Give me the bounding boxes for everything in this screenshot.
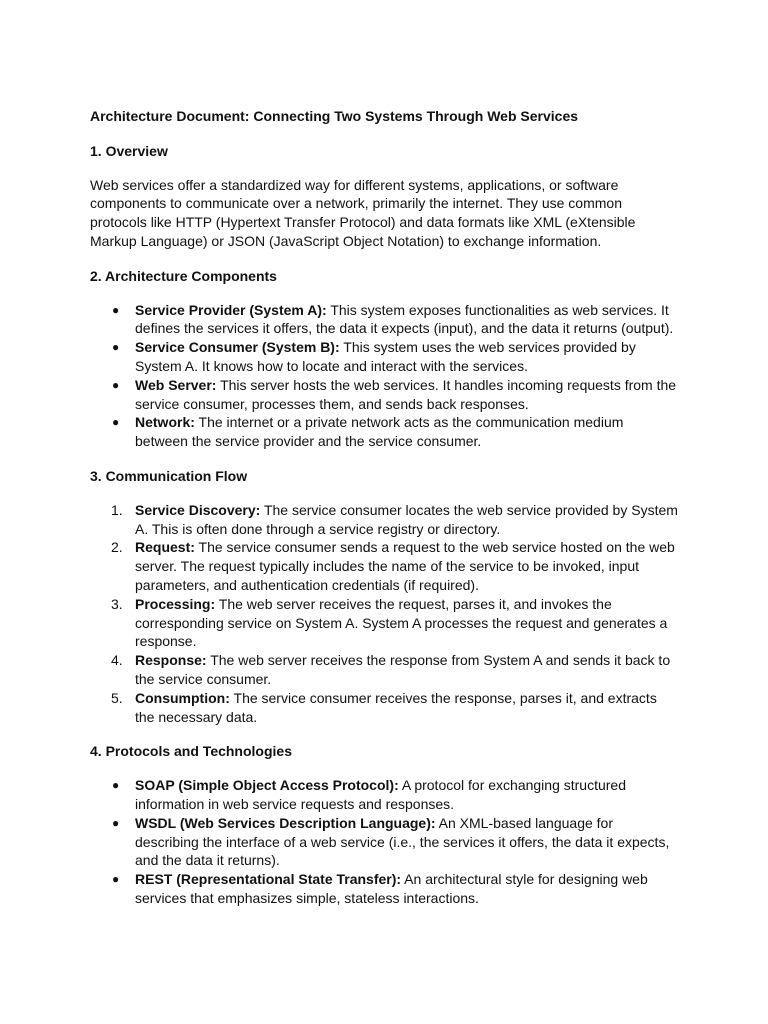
protocols-list [90,776,680,908]
list-item [90,814,680,870]
item-term: SOAP (Simple Object Access Protocol): [135,777,399,794]
item-term: Consumption: [135,689,230,706]
item-term: Request: [135,539,195,556]
item-text: An XML-based language for describing the interface of a web service (i.e., the services it offers, the data it expects, and the data it returns). [135,814,670,869]
item-text: The web server receives the request, parses it, and invokes the corresponding service on System A. System A processes the request and generates a response. [135,595,668,650]
item-term: WSDL (Web Services Description Language): [135,814,436,831]
list-item [90,689,680,727]
document-title: Architecture Document: Connecting Two Systems Through Web Services [90,108,579,124]
bullet-icon: ● [112,340,120,355]
item-term: Processing: [135,595,216,612]
section-heading-protocols: 4. Protocols and Technologies [90,743,292,760]
list-item [90,776,680,814]
bullet-icon: ● [112,872,120,887]
list-item [90,870,680,908]
bullet-icon: ● [112,302,120,317]
section-heading-flow: 3. Communication Flow [90,467,248,484]
list-number: 3. [111,595,123,612]
list-item [90,651,680,689]
list-item [90,338,680,376]
item-text: The service consumer locates the web service provided by System A. This is often done through a service registry or directory. [135,501,678,537]
item-text: The service consumer receives the response, parses it, and extracts the necessary data. [135,689,657,725]
components-list [90,301,680,451]
item-term: REST (Representational State Transfer): [135,871,402,888]
item-term: Response: [135,652,207,669]
item-text: This server hosts the web services. It handles incoming requests from the service consumer, processes them, and sends back responses. [135,376,677,412]
item-text: The service consumer sends a request to the web service hosted on the web server. The request typically includes the name of the service to be invoked, input parameters, and authentication credentials (if required). [135,539,675,593]
list-number: 5. [111,689,123,706]
list-item [90,501,680,539]
list-number: 4. [111,652,123,669]
flow-list [90,501,680,727]
item-text: An architectural style for designing web services that emphasizes simple, stateless interactions. [135,871,648,906]
bullet-icon: ● [112,415,120,430]
item-term: Service Consumer (System B): [135,339,340,356]
item-term: Service Discovery: [135,501,261,518]
item-text: A protocol for exchanging structured information in web service requests and responses. [135,777,626,812]
list-item [90,413,680,451]
item-term: Web Server: [135,376,217,393]
item-text: The web server receives the response from System A and sends it back to the service consumer. [135,652,671,687]
overview-paragraph: Web services offer a standardized way for different systems, applications, or software components to communicate over a network, primarily the internet. They use common protocols like HTTP (Hypertext Transfer Protocol) and data formats like XML (eXtensible Markup Language) or JSON (JavaScript Object Notation) to exchange information. [90,176,636,249]
list-number: 2. [111,539,123,556]
item-term: Service Provider (System A): [135,301,327,318]
bullet-icon: ● [112,815,120,830]
section-heading-components: 2. Architecture Components [90,267,277,284]
item-text: This system uses the web services provided by System A. It knows how to locate and interact with the services. [135,339,636,374]
list-item [90,376,680,414]
bullet-icon: ● [112,377,120,392]
list-item [90,595,680,651]
item-text: This system exposes functionalities as web services. It defines the services it offers, the data it expects (input), and the data it returns (output). [135,301,674,337]
section-heading-overview: 1. Overview [90,142,168,159]
document-page [90,107,680,908]
bullet-icon: ● [112,778,120,793]
list-item [90,538,680,594]
item-text: The internet or a private network acts as the communication medium between the service provider and the service consumer. [135,414,624,450]
item-term: Network: [135,414,195,431]
list-number: 1. [111,501,123,518]
list-item [90,301,680,339]
